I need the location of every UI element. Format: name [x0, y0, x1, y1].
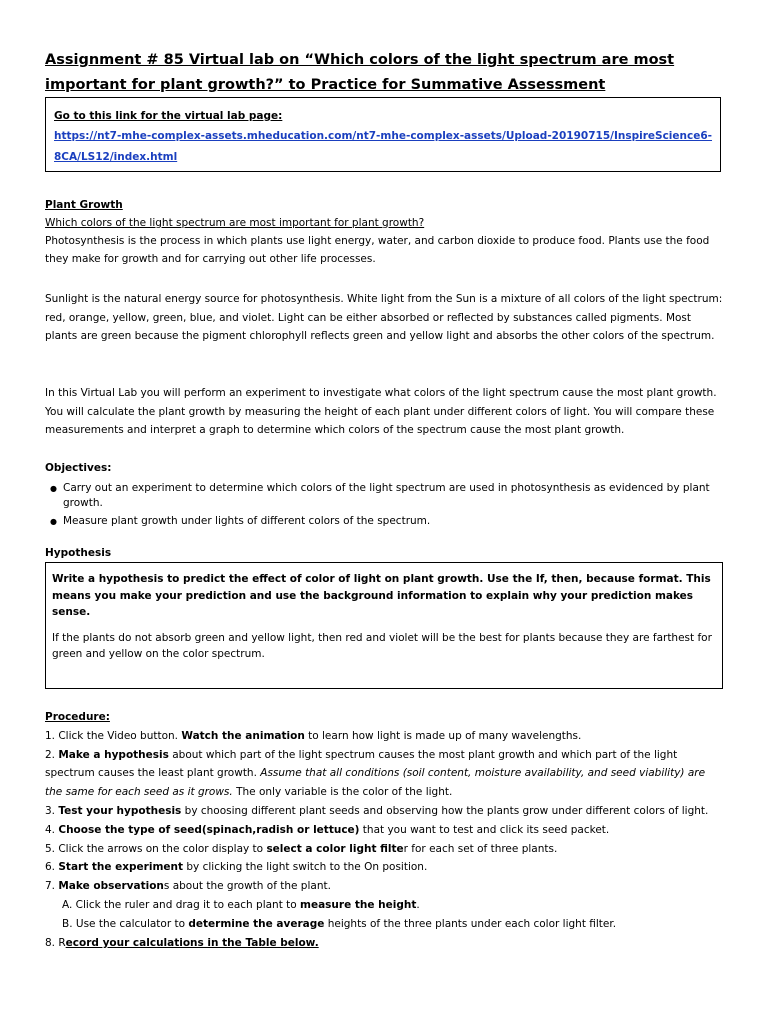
objective-item: ● Carry out an experiment to determine which colors of the light spectrum are used in photosynthesis as evidenced by plant growth. — [45, 481, 725, 512]
procedure-substep: B. Use the calculator to determine the average heights of the three plants under each color light filter. — [62, 917, 617, 930]
procedure-step: 4. Choose the type of seed(spinach,radish or lettuce) that you want to test and click its seed packet. — [45, 823, 610, 836]
photosynthesis-paragraph: Photosynthesis is the process in which plants use light energy, water, and carbon dioxide to produce food. Plants use the food they make for growth and for carrying out other life processes. — [45, 234, 710, 265]
hypothesis-heading: Hypothesis — [45, 547, 112, 559]
procedure-step: 6. Start the experiment by clicking the light switch to the On position. — [45, 861, 428, 874]
procedure-step: 7. Make observations about the growth of the plant. — [45, 880, 331, 893]
procedure-heading: Procedure: — [45, 711, 110, 723]
plant-growth-question: Which colors of the light spectrum are most important for plant growth? — [45, 216, 425, 229]
virtual-lab-link[interactable]: https://nt7-mhe-complex-assets.mheducation.com/nt7-mhe-complex-assets/Upload-20190715/InspireScience6-8CA/LS12/index.html — [54, 130, 713, 163]
procedure-step: 3. Test your hypothesis by choosing different plant seeds and observing how the plants grow under different colors of light. — [45, 804, 709, 817]
plant-growth-section — [45, 196, 725, 269]
objectives-section — [45, 459, 725, 531]
objectives-heading: Objectives: — [45, 462, 112, 474]
procedure-section — [45, 708, 725, 952]
virtual-lab-paragraph: In this Virtual Lab you will perform an experiment to investigate what colors of the light spectrum cause the most plant growth. You will calculate the plant growth by measuring the height of each plant under different colors of light. You will compare these measurements and interpret a graph to determine which colors of the spectrum cause the most plant growth. — [45, 387, 717, 436]
plant-growth-heading: Plant Growth — [45, 199, 123, 211]
sunlight-paragraph: Sunlight is the natural energy source for photosynthesis. White light from the Sun is a mixture of all colors of the light spectrum: red, orange, yellow, green, blue, and violet. Light can be either absorbed or reflected by substances called pigments. Most plants are green because the pigment chlorophyll reflects green and yellow light and absorbs the other colors of the spectrum. — [45, 293, 723, 342]
hypothesis-prompt: Write a hypothesis to predict the effect of color of light on plant growth. Use the If, then, because format. This means you make your prediction and use the background information to explain why your prediction makes sense. — [52, 573, 711, 618]
procedure-substep: A. Click the ruler and drag it to each plant to measure the height. — [62, 898, 420, 911]
procedure-step: 5. Click the arrows on the color display to select a color light filter for each set of three plants. — [45, 842, 558, 855]
objectives-list — [45, 481, 725, 530]
link-box — [45, 97, 721, 172]
procedure-step: 1. Click the Video button. Watch the animation to learn how light is made up of many wavelengths. — [45, 729, 582, 742]
procedure-step: 2. Make a hypothesis about which part of the light spectrum causes the most plant growth and which part of the light spectrum causes the least plant growth. Assume that all conditions (soil content, moisture availability, and seed viability) are the same for each seed as it grows. The only variable is the color of the light. — [45, 748, 706, 799]
hypothesis-answer[interactable]: If the plants do not absorb green and yellow light, then red and violet will be the best for plants because they are farthest for green and yellow on the color spectrum. — [52, 631, 712, 660]
link-box-label: Go to this link for the virtual lab page: — [54, 110, 283, 122]
objective-item: ● Measure plant growth under lights of different colors of the spectrum. — [45, 514, 725, 530]
procedure-step: 8. Record your calculations in the Table below. — [45, 936, 319, 949]
assignment-title: Assignment # 85 Virtual lab on “Which colors of the light spectrum are most important for plant growth?” to Practice for Summative Assessment — [45, 52, 675, 93]
hypothesis-box[interactable] — [45, 562, 723, 689]
